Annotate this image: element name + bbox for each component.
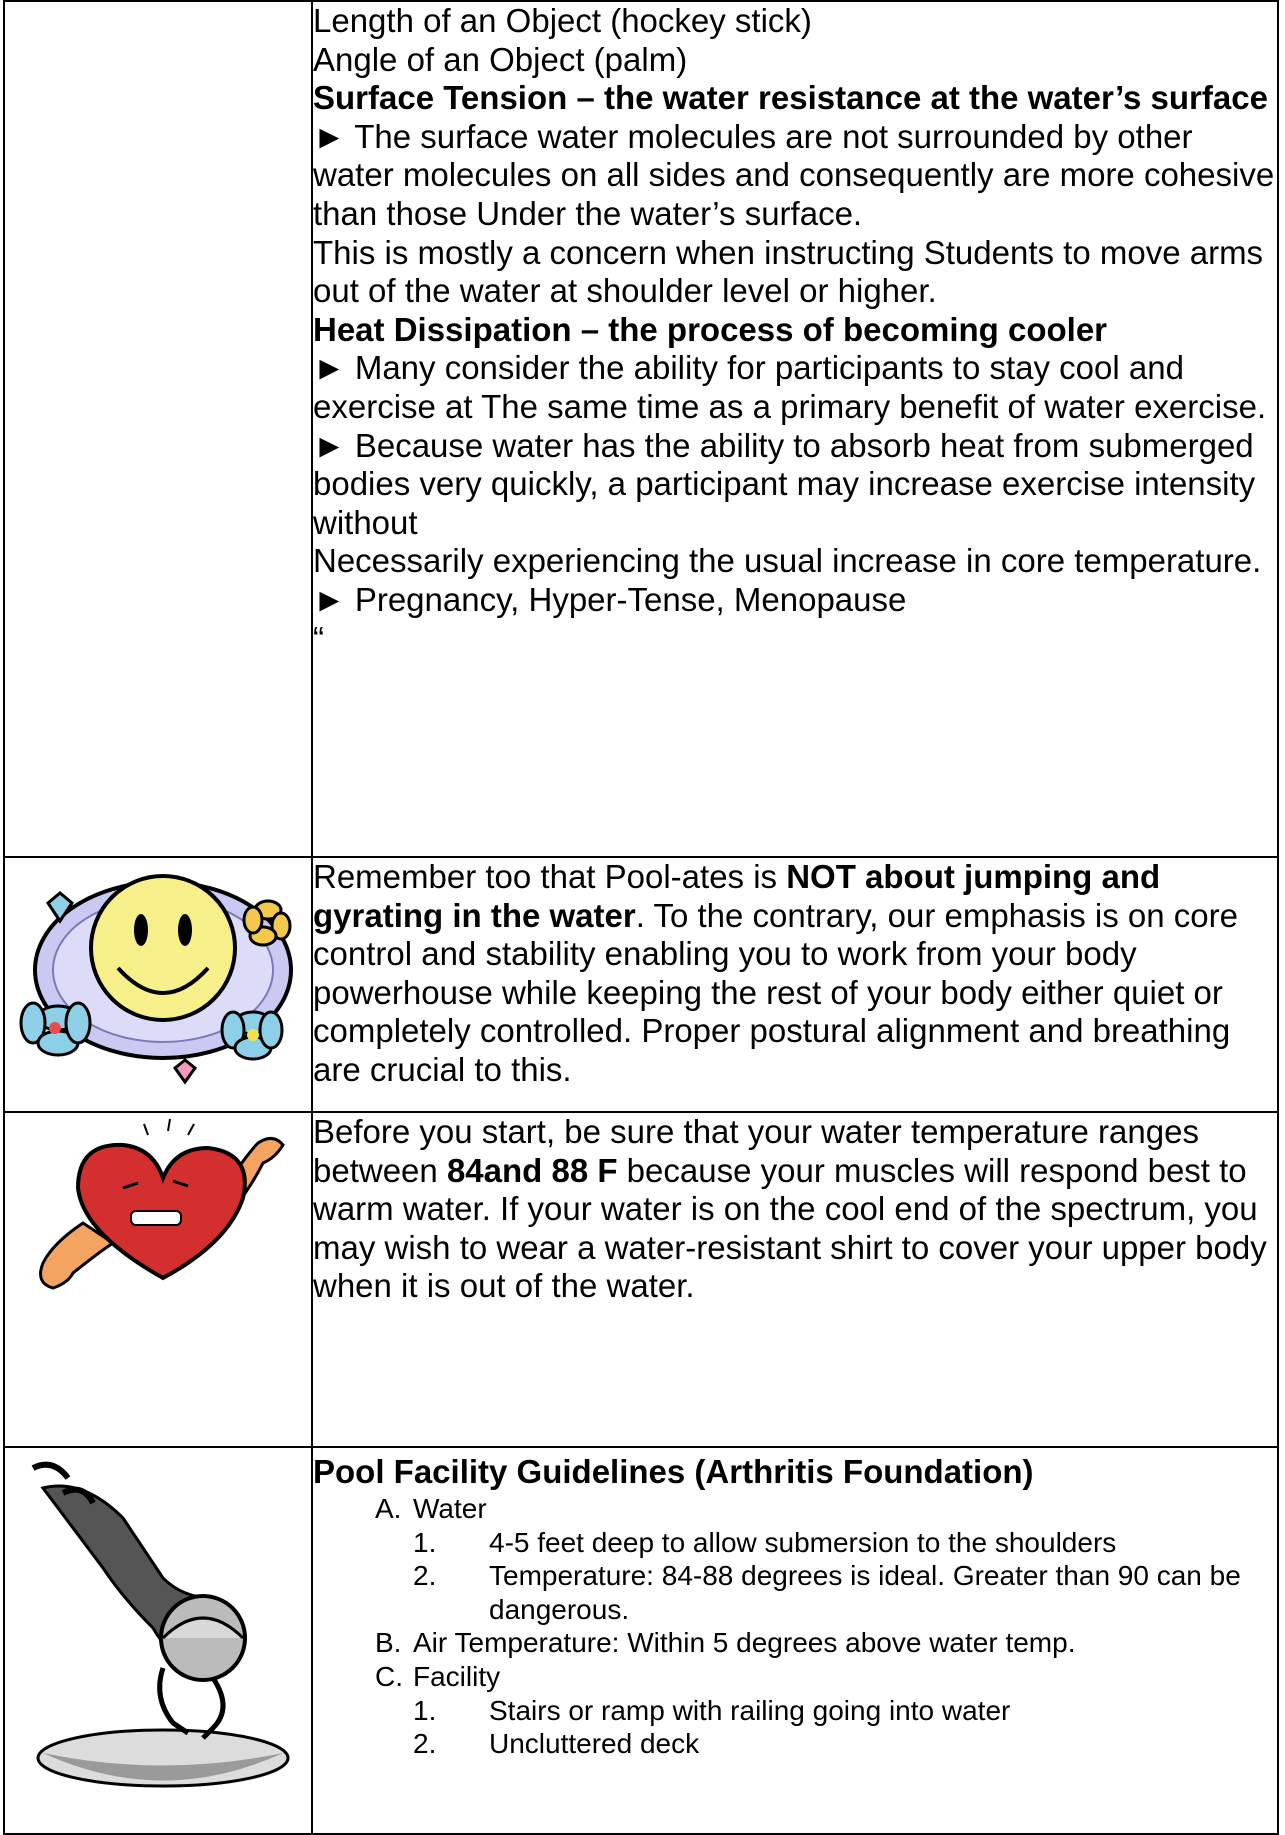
list-item (375, 1660, 1277, 1761)
list-item (375, 1492, 1277, 1626)
paragraph: ► Many consider the ability for participants to stay cool and exercise at The same time as a primary benefit of water exercise. (313, 349, 1267, 425)
list-item (413, 1526, 1277, 1560)
empty-image-cell (4, 1, 312, 857)
list-item-label: Air Temperature: Within 5 degrees above water temp. (413, 1627, 1076, 1659)
paragraph: ► Because water has the ability to absorb heat from submerged bodies very quickly, a participant may increase exercise intensity without (313, 426, 1256, 541)
list-marker: 1. (413, 1526, 437, 1558)
list-item-label: Facility (413, 1660, 501, 1692)
text-run: Before you start, be sure that your water temperature ranges between (313, 1113, 1199, 1189)
table-row (4, 1112, 1278, 1447)
list-marker: C. (375, 1660, 403, 1692)
heart-muscles-icon (13, 1113, 303, 1303)
list-item-label: Stairs or ramp with railing going into water (489, 1694, 1011, 1726)
list-marker: 2. (413, 1560, 437, 1592)
content-table (3, 0, 1279, 1835)
paragraph: ► The surface water molecules are not surrounded by other water molecules on all sides and consequently are more cohesive than those Under the water’s surface. (313, 117, 1275, 232)
list-item-label: Temperature: 84-88 degrees is ideal. Greater than 90 can be dangerous. (489, 1560, 1241, 1625)
guidelines-title: Pool Facility Guidelines (Arthritis Foundation) (313, 1453, 1034, 1490)
list-marker: B. (375, 1627, 402, 1659)
text-cell (312, 1, 1278, 857)
smiley-raft-icon (13, 858, 303, 1098)
list-marker: A. (375, 1493, 402, 1524)
text-cell (312, 1447, 1278, 1834)
diver-icon (13, 1448, 303, 1818)
paragraph: This is mostly a concern when instructing Students to move arms out of the water at shoulder level or higher. (313, 233, 1264, 310)
bold-text-run: 84and 88 F (446, 1151, 618, 1189)
text-cell (312, 1112, 1278, 1447)
heading-surface-tension: Surface Tension – the water resistance at the water’s surface (313, 79, 1268, 117)
text-run: . To the contrary, our emphasis is on core control and stability enabling you to work from your body powerhouse while keeping the rest of your body either quiet or completely controlled. Proper postural alignment and breathing are crucial to this. (313, 896, 1238, 1088)
text-cell (312, 857, 1278, 1112)
guidelines-list (313, 1492, 1277, 1761)
heading-heat-dissipation: Heat Dissipation – the process of becoming cooler (313, 310, 1108, 348)
table-row (4, 1, 1278, 857)
table-row (4, 1447, 1278, 1834)
line-length: Length of an Object (hockey stick) (313, 2, 812, 39)
list-item (413, 1559, 1277, 1626)
list-item (413, 1694, 1277, 1728)
image-cell (4, 1447, 312, 1834)
list-item (413, 1727, 1277, 1761)
list-marker: 2. (413, 1728, 437, 1760)
list-marker: 1. (413, 1694, 437, 1726)
paragraph: ► Pregnancy, Hyper-Tense, Menopause (313, 580, 907, 618)
list-item-label: Water (413, 1493, 487, 1524)
image-cell (4, 857, 312, 1112)
sub-list (375, 1694, 1277, 1761)
quote-mark: “ (313, 619, 324, 657)
list-item-label: Uncluttered deck (489, 1728, 700, 1760)
bold-text-run: NOT about jumping and gyrating in the water (313, 858, 1161, 934)
text-run: Remember too that Pool-ates is (313, 858, 787, 895)
text-run: because your muscles will respond best to warm water. If your water is on the cool end of the spectrum, you may wish to wear a water-resistant shirt to cover your upper body when it is out of the water. (313, 1151, 1267, 1305)
sub-list (375, 1526, 1277, 1627)
paragraph: Necessarily experiencing the usual increase in core temperature. (313, 542, 1262, 580)
table-row (4, 857, 1278, 1112)
image-cell (4, 1112, 312, 1447)
line-angle: Angle of an Object (palm) (313, 40, 688, 78)
list-item-label: 4-5 feet deep to allow submersion to the shoulders (489, 1526, 1117, 1558)
list-item (375, 1626, 1277, 1660)
